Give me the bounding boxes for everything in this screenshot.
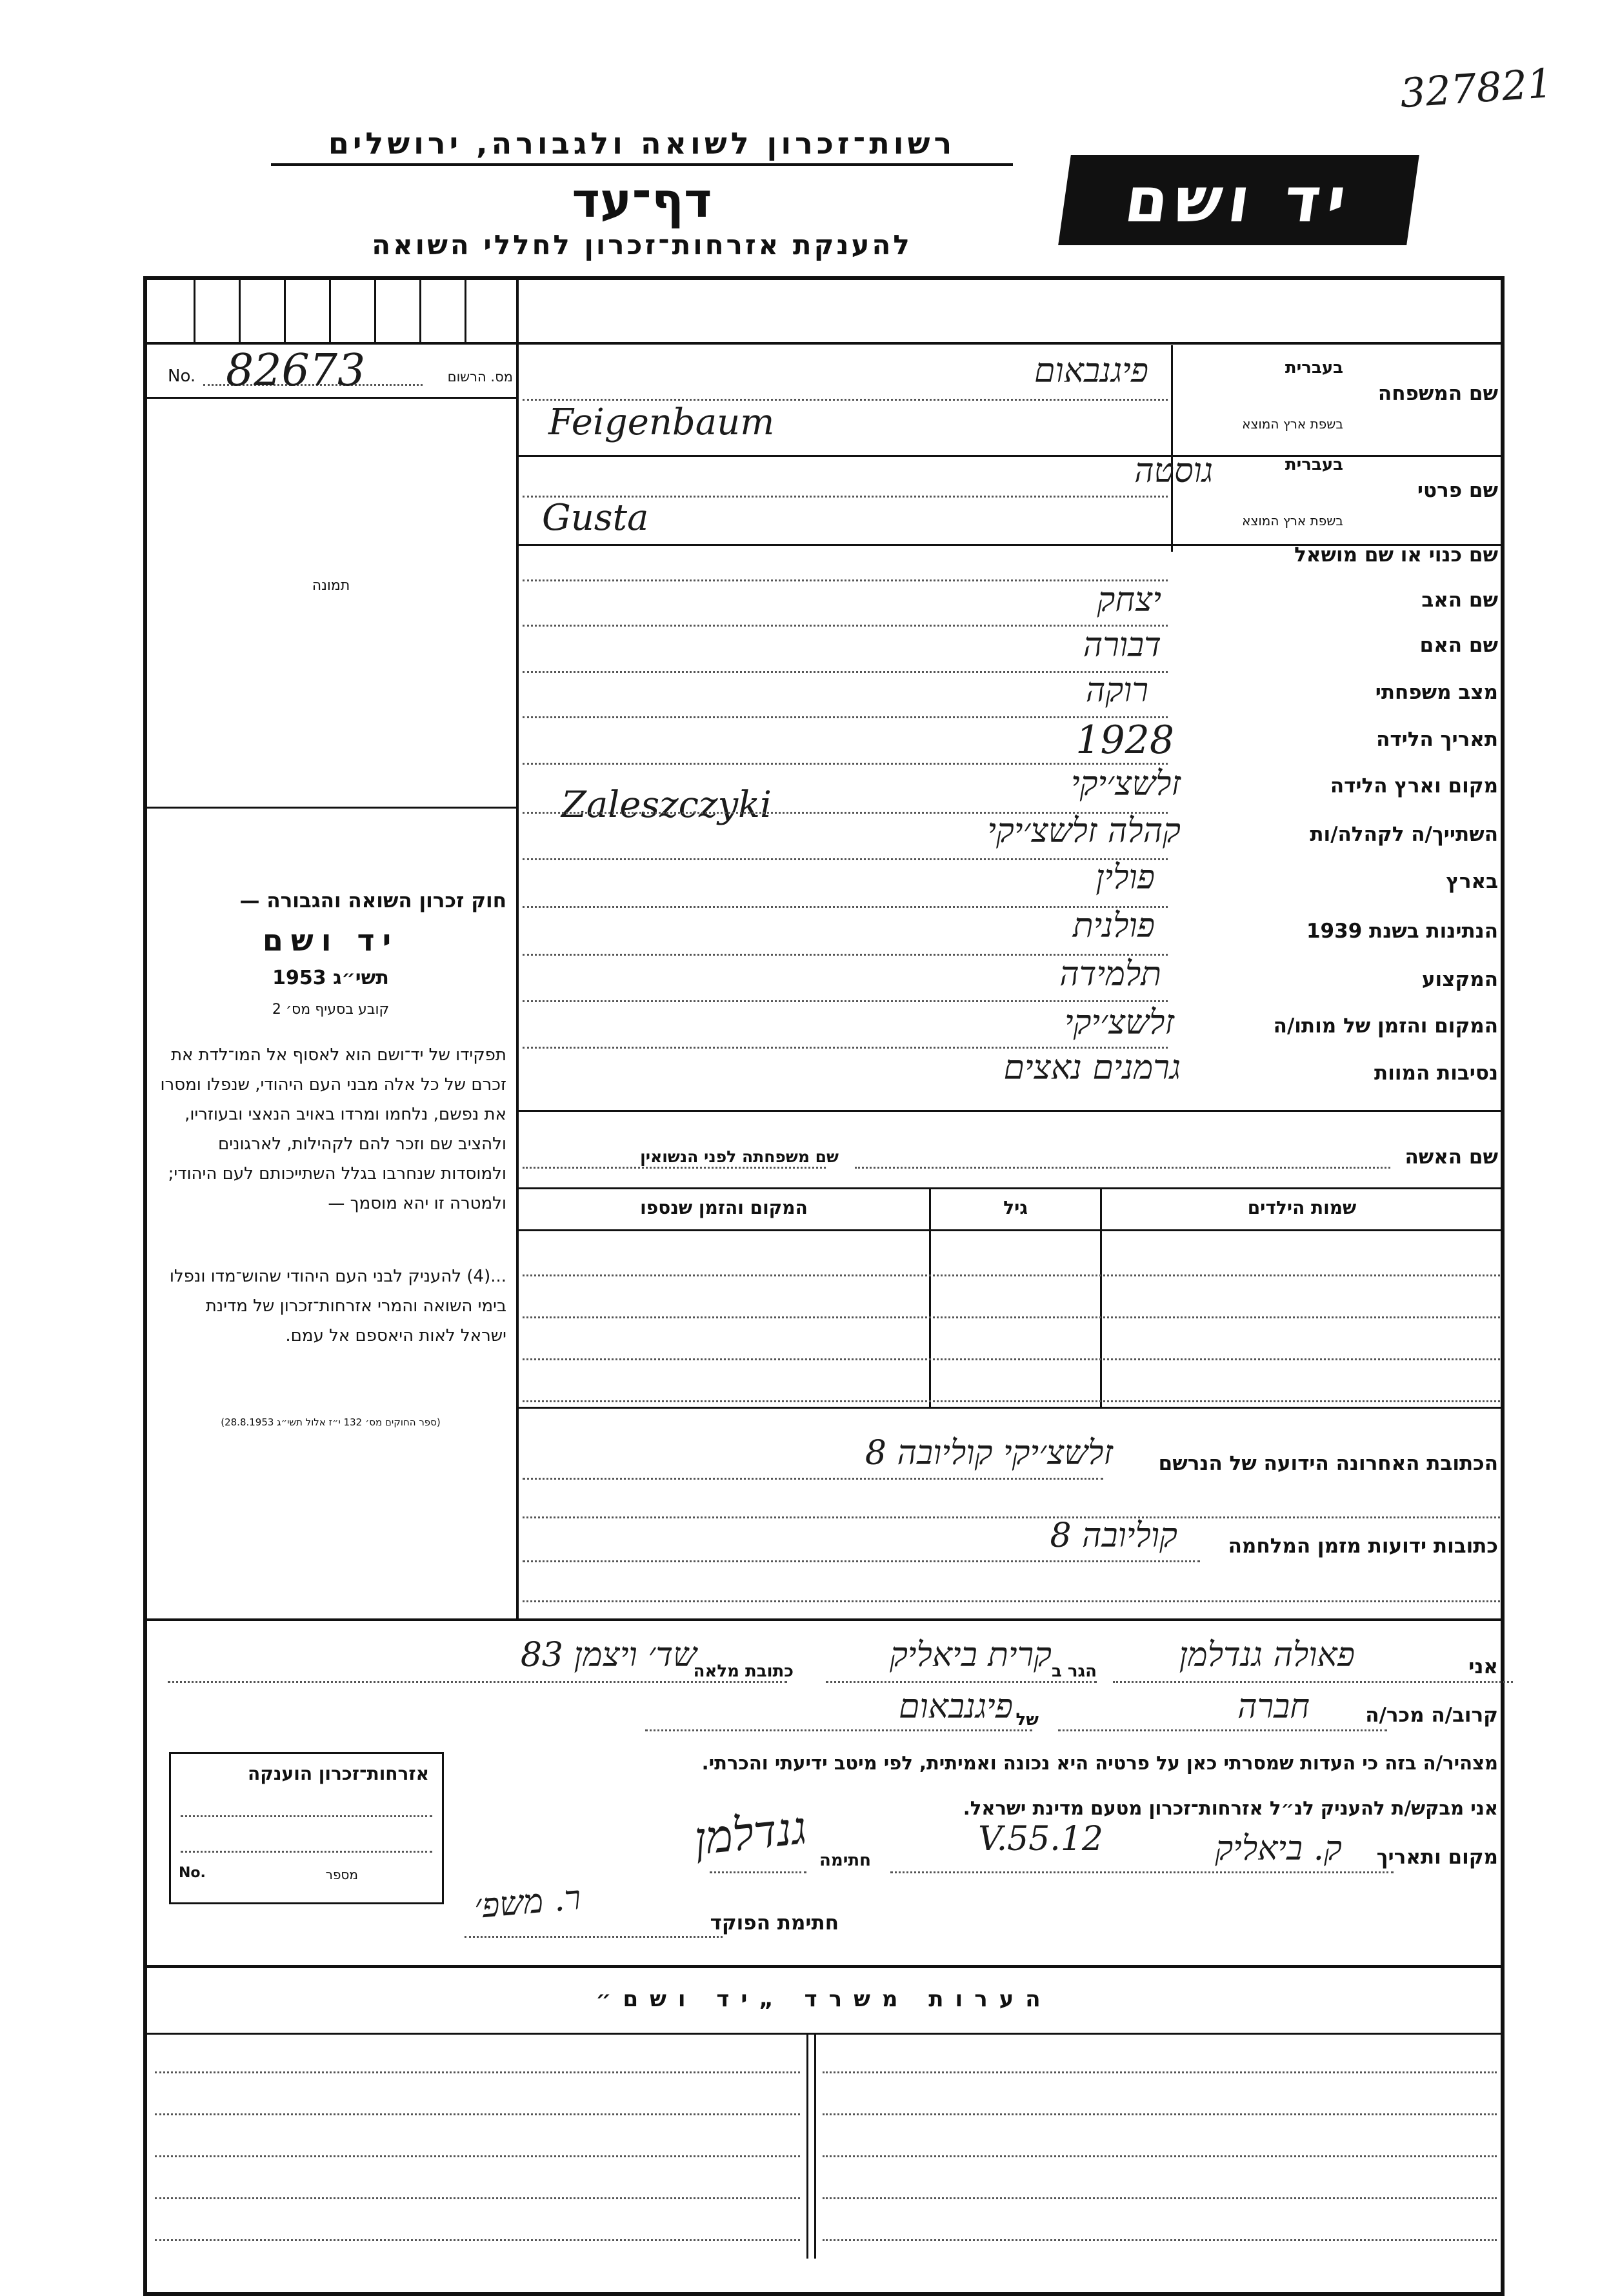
citizenship-box-no: No. — [179, 1865, 206, 1881]
citizenship-box-number-label: מספר — [325, 1867, 358, 1882]
declaration-top-border — [143, 1618, 1505, 1621]
value-country: פולין — [1095, 858, 1155, 897]
label-profession: המקצוע — [1421, 968, 1498, 991]
label-lives-in: הגר ב — [1051, 1662, 1097, 1681]
value-declarant-name: פאולה גנדלמן — [1179, 1636, 1355, 1675]
law-text-2: ...(4) להעניק לבני העם היהודי שהוש־מדו ונפלו בימי השואה והמרי אזרחות־זכרון של מדינת ישראל לאות היאספם אל עמם. — [169, 1267, 506, 1345]
form-subtitle: להענקת אזרחות־זכרון לחללי השואה — [372, 229, 912, 261]
label-full-address: כתובת מלאה — [693, 1662, 794, 1681]
yad-vashem-logo — [1058, 155, 1419, 245]
label-of: של — [1015, 1710, 1039, 1729]
children-header-names: שמות הילדים — [1247, 1197, 1357, 1218]
value-relation: חברה — [1237, 1687, 1310, 1726]
office-notes-top-border — [143, 1965, 1505, 1968]
label-family-name: שם המשפחה — [1377, 382, 1498, 405]
law-clause: קובע בסעיף מס׳ 2 — [272, 1002, 390, 1018]
value-death-place-time: זלשצ׳יקי — [1065, 1003, 1174, 1042]
label-death-place-time: המקום והזמן של מותו/ה — [1273, 1014, 1498, 1038]
children-header-place-time: המקום והזמן שנספו — [640, 1197, 808, 1218]
corner-archive-number: 327821 — [1398, 59, 1554, 117]
label-signature: חתימה — [819, 1851, 871, 1870]
value-first-native: Gusta — [542, 497, 649, 539]
value-date: 12.V.55 — [978, 1820, 1103, 1858]
value-of: פיגנבאום — [899, 1687, 1013, 1726]
label-wife-maiden-name: שם משפחתה לפני הנשואין — [640, 1147, 839, 1166]
label-marital-status: מצב משפחתי — [1375, 681, 1498, 704]
value-citizenship-1939: פולנית — [1072, 907, 1155, 945]
form-title: דף־עד — [572, 173, 712, 228]
office-notes-divider — [806, 2033, 808, 2259]
label-community: השתייך/ה לקהלה/ות — [1310, 823, 1498, 846]
photo-label: תמונה — [312, 578, 350, 594]
children-header-age: גיל — [1003, 1197, 1028, 1218]
value-first-hebrew: גוסטה — [1134, 452, 1213, 490]
declaration-statement: מצהיר/ה בזה כי העדות שמסרתי כאן על פרטיה היא נכונה ואמיתית, לפי מיטב ידיעתי והכרתי. — [701, 1752, 1498, 1774]
label-family-hebrew: בעברית — [1285, 358, 1343, 378]
top-strip-bottom — [143, 342, 1505, 345]
value-family-hebrew: פיגנבאום — [1034, 352, 1148, 390]
photo-area — [147, 400, 515, 807]
law-text-1: תפקידו של יד־ושם הוא לאסוף אל המו־לדת את זכרם של כל אלה מבני העם היהודי, שנפלו ומסרו את נפשם, נלחמו ומרדו באויב הנאצי ובעוזריו, ולהציב שם וזכר להם לקהילות, לארגונים ולמוסדות שנחרבו בגלל השתייכותם לעם היהודי; ולמטרה זו יהא מוסמך — — [160, 1045, 506, 1213]
left-column-divider — [516, 276, 519, 1618]
law-name: יד ושם — [262, 923, 399, 958]
value-declarant-city: קרית ביאליק — [890, 1636, 1052, 1675]
label-birth-date: תאריך הלידה — [1376, 728, 1498, 751]
label-death-circumstances: נסיבות המוות — [1374, 1062, 1498, 1085]
law-source: (ספר החוקים מס׳ 132 י״ז אלול תשי״ג 28.8.1953) — [221, 1416, 441, 1428]
value-officer-signature: ר. משפ׳ — [472, 1878, 583, 1927]
authority-title: רשות־זכרון לשואה ולגבורה, ירושלים — [271, 126, 1013, 166]
value-family-native: Feigenbaum — [548, 401, 775, 443]
value-signature: גנדלמן — [692, 1801, 809, 1866]
logo-text: יד ושם — [1120, 164, 1357, 236]
value-profession: תלמידה — [1059, 955, 1161, 994]
label-family-native: בשפת ארץ המוצא — [1242, 416, 1343, 432]
citizenship-granted-box — [169, 1752, 444, 1904]
value-death-circumstances: גרמנים נאצים — [1003, 1049, 1181, 1087]
law-heading: חוק זכרון השואה והגבורה — — [239, 889, 506, 912]
value-marital-status: רוקה — [1085, 671, 1148, 710]
value-birth-date: 1928 — [1075, 718, 1174, 763]
label-column-divider — [1171, 345, 1173, 455]
value-birth-place-hebrew: זלשצ׳יקי — [1071, 765, 1181, 803]
value-mother: דבורה — [1083, 626, 1161, 665]
registration-no-label: No. — [168, 367, 196, 386]
citizenship-box-title: אזרחות־זכרון הוענקה — [248, 1763, 429, 1784]
label-nickname: שם כנוי או שם מושאל — [1294, 543, 1498, 567]
label-birth-place: מקום וארץ הלידה — [1330, 774, 1498, 798]
label-mother: שם האם — [1419, 634, 1498, 657]
photo-bottom — [143, 807, 517, 809]
office-notes-title: הערות משרד „יד ושם״ — [595, 1986, 1052, 2012]
value-community: קהלה זלשצ׳יקי — [987, 812, 1181, 851]
value-last-address: זלשצ׳יקי קוליובה 8 — [865, 1434, 1113, 1473]
value-birth-place-native: Zaleszczyki — [561, 784, 772, 826]
label-officer-signature: חתימת הפוקד — [710, 1911, 839, 1935]
label-last-address: הכתובת האחרונה הידועה של הנרשם — [1158, 1452, 1498, 1475]
registration-number: 82673 — [226, 345, 366, 396]
label-first-name: שם פרטי — [1417, 479, 1498, 502]
label-citizenship-1939: הנתינות בשנת 1939 — [1306, 920, 1498, 943]
value-father: יצחק — [1097, 581, 1161, 619]
registration-bottom — [143, 397, 517, 399]
label-war-address: כתובות ידועות מזמן המלחמה — [1228, 1535, 1498, 1558]
declaration-request: אני מבקש/ת להעניק לנ״ל אזרחות־זכרון מטעם מדינת ישראל. — [963, 1797, 1498, 1819]
label-wife-name: שם האשה — [1405, 1145, 1498, 1169]
label-place-date: מקום ותאריך — [1376, 1846, 1498, 1869]
label-i: אני — [1468, 1655, 1498, 1678]
value-war-address: קוליובה 8 — [1050, 1516, 1177, 1555]
law-year: תשי״ג 1953 — [272, 967, 389, 989]
registration-label: מס. הרשום — [447, 369, 513, 385]
label-first-native: בשפת ארץ המוצא — [1242, 513, 1343, 529]
label-first-hebrew: בעברית — [1285, 455, 1343, 474]
label-relation: קרוב/ה מכר/ה — [1365, 1704, 1498, 1727]
value-place: ק. ביאליק — [1215, 1829, 1342, 1868]
value-declarant-address: שד׳ ויצמן 83 — [520, 1636, 697, 1675]
label-father: שם האב — [1421, 589, 1498, 612]
label-country: בארץ — [1446, 870, 1498, 893]
